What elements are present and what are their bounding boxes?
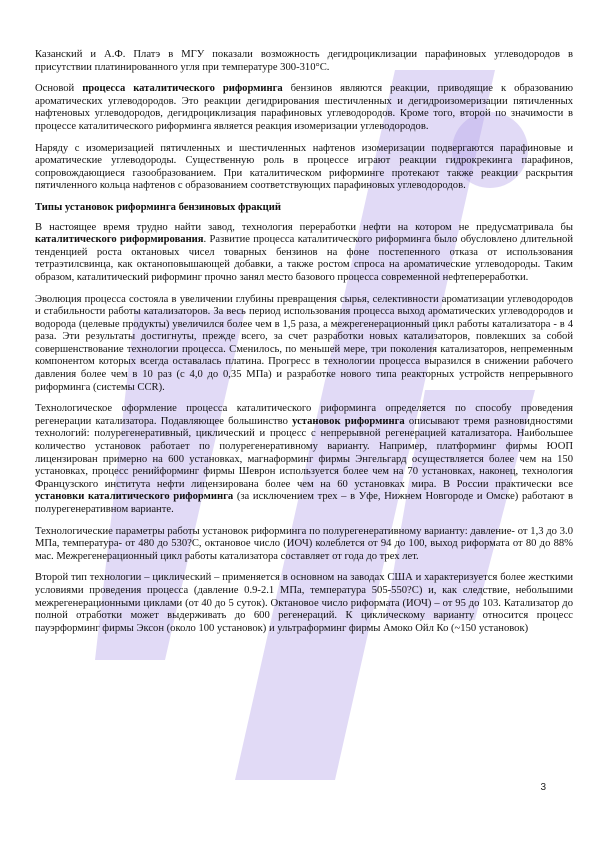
paragraph (35, 49, 573, 74)
paragraph (35, 294, 573, 395)
paragraph (35, 222, 573, 285)
section-heading (35, 202, 573, 215)
text-run: Основой (35, 83, 83, 95)
bold-term: установки каталитического риформинга (35, 491, 234, 503)
bold-term: каталитического риформирования (35, 234, 204, 246)
document-body (35, 49, 573, 644)
text-run: (за исключением трех – в Уфе, Нижнем Новгороде и Омске) работают в полурегенеративном варианте. (35, 491, 573, 515)
paragraph (35, 83, 573, 133)
text-run: Технологические параметры работы установок риформинга по полурегенеративному варианту: давление- от 1,3 до 3.0 МПа, температура- от 480 до 530?С, октановое число (ИОЧ) колеблется от 94 до 100, выход риформата от 80 до 88% мас. Межрегенерационный цикл работы катализатора составляет от года до трех лет. (35, 525, 573, 562)
text-run: Типы установок риформинга бензиновых фракций (35, 201, 281, 213)
text-run: Второй тип технологии – циклический – применяется в основном на заводах США и характеризуется более жесткими условиями проведения процесса (давление 0.9-2.1 МПа, температура 505-550?С) и, как следствие, небольшими межрегенерационными циклами (от 40 до 5 суток). Октановое число риформата (ИОЧ) – от 95 до 103. Катализатор до полной отработки может выдерживать до 600 регенераций. К циклическому варианту относится процесс пауэрформинг фирмы Эксон (около 100 установок) и ультраформинг фирмы Амоко Ойл Ко (~150 установок) (35, 572, 573, 634)
bold-term: процесса каталитического риформинга (82, 83, 283, 95)
bold-term: установок риформинга (292, 415, 405, 427)
text-run: Эволюция процесса состояла в увеличении глубины превращения сырья, селективности ароматизации углеводородов и стабильности работы катализаторов. За весь период использования процесса выход ароматических углеводородов и водорода (целевые продукты) увеличился более чем в 1,5 раза, а межрегенерационный цикл работы катализатора - в 4 раза. Эти результаты достигнуты, прежде всего, за счет разработки новых катализаторов, повлекших за собой совершенствование технологии процесса. Сменилось, по меньшей мере, три поколения катализаторов, непременным компонентом которых всегда оставалась платина. Прогресс в технологии процесса выразился в снижении рабочего давления более чем в 10 раз (с 4,0 до 0,35 МПа) и разработке нового типа реакторных устройств непрерывного риформинга (системы CCR). (35, 293, 573, 393)
text-run: . Развитие процесса каталитического риформинга было обусловлено длительной тенденцией роста октановых чисел товарных бензинов на фоне постепенного отказа от использования тетраэтилсвинца, как октаноповышающей добавки, а также ростом спроса на ароматические углеводороды. Таким образом, каталитический риформинг прочно занял место базового процесса современной нефтепереработки. (35, 234, 573, 283)
text-run: В настоящее время трудно найти завод, технология переработки нефти на котором не предусматривала бы (35, 221, 573, 233)
text-run: бензинов являются реакции, приводящие к образованию ароматических углеводородов. Это реакции дегидрирования шестичленных и дегидроизомеризации пятичленных нафтеновых углеводородов, дегидроциклизация парафиновых углеводородов. Кроме того, второй по значимости в процессе каталитического риформинга является реакция изомеризации углеводородов. (35, 83, 573, 132)
paragraph (35, 572, 573, 635)
paragraph (35, 143, 573, 193)
text-run: Технологическое оформление процесса каталитического риформинга определяется по способу проведения регенерации катализатора. Подавляющее большинство (35, 403, 573, 427)
paragraph (35, 526, 573, 564)
text-run: Казанский и А.Ф. Платэ в МГУ показали возможность дегидроциклизации парафиновых углеводородов в присутствии платинированного угля при температуре 300-310°C. (35, 49, 573, 73)
paragraph (35, 403, 573, 516)
text-run: описывают тремя разновидностями технологий: полурегенеративный, циклический и процесс с непрерывной регенерацией катализатора. Наибольшее количество установок работает по полурегенеративному варианту. Например, платформинг фирмы ЮОП лицензирован примерно на 600 установках, магнаформинг фирмы Энгельгард осуществляется более чем на 150 установках, процесс ренийформинг фирмы Шеврон используется более чем на 70 установках, наконец, технология Французского института нефти лицензирована более чем на 60 установках мира. В России практически все (35, 415, 573, 490)
page-number: 3 (540, 782, 546, 793)
text-run: Наряду с изомеризацией пятичленных и шестичленных нафтенов изомеризации подвергаются парафиновые и ароматические углеводороды. Существенную роль в процессе играют реакции гидрокрекинга парафинов, сопровождающиеся газообразованием. При каталитическом риформинге протекают также реакции раскрытия пятичленного кольца нафтенов с образованием соответствующих парафиновых углеводородов. (35, 142, 573, 192)
